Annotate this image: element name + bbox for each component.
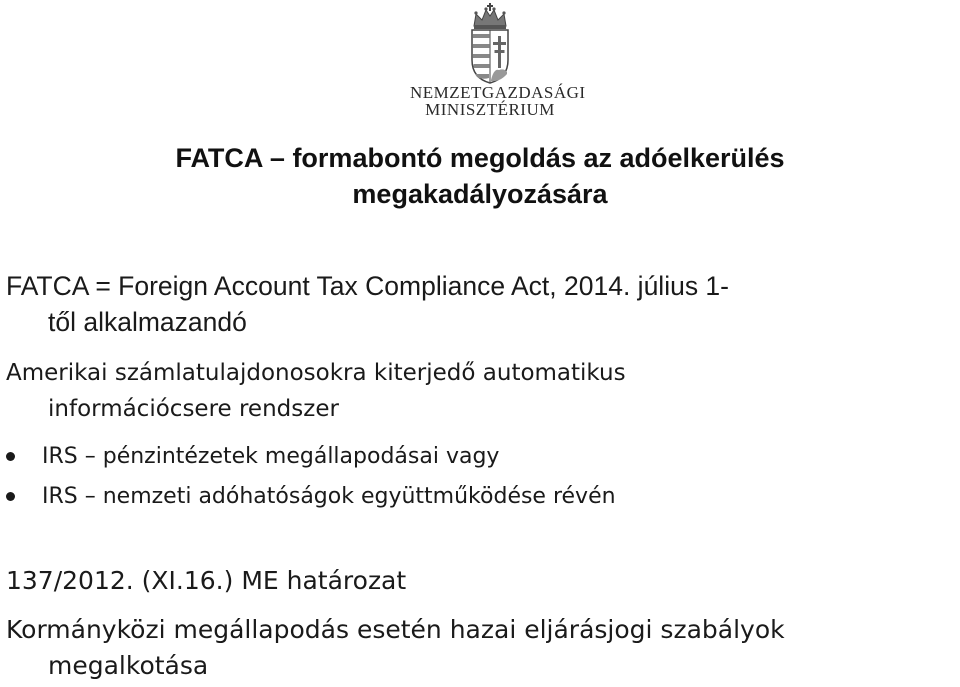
description-line-1: Amerikai számlatulajdonosokra kiterjedő automatikus [6, 360, 626, 386]
description-line-2: információcsere rendszer [48, 396, 339, 422]
description-paragraph [6, 355, 626, 427]
title-line-1: FATCA – formabontó megoldás az adóelkerülés [175, 143, 785, 173]
bullet-text: IRS – nemzeti adóhatóságok együttműködése révén [42, 484, 616, 509]
slide-title [0, 140, 960, 212]
bullet-list [6, 437, 616, 517]
title-line-2: megakadályozására [352, 179, 608, 209]
fatca-definition-line-1: FATCA = Foreign Account Tax Compliance Act, 2014. július 1- [6, 271, 729, 301]
coat-of-arms-icon [468, 2, 512, 84]
intergovernmental-line-2: megalkotása [48, 651, 209, 680]
bullet-text: IRS – pénzintézetek megállapodásai vagy [42, 444, 500, 469]
intergovernmental-line-1: Kormányközi megállapodás esetén hazai eljárásjogi szabályok [6, 615, 785, 644]
ministry-logo [410, 2, 586, 124]
ministry-name-line-1: NEMZETGAZDASÁGI [410, 83, 586, 102]
fatca-definition-line-2: től alkalmazandó [48, 307, 247, 337]
list-item [6, 437, 616, 477]
ministry-name-line-2: MINISZTÉRIUM [425, 100, 555, 119]
bullet-icon [6, 492, 15, 501]
intergovernmental-paragraph [6, 612, 785, 684]
fatca-definition [6, 268, 729, 340]
bullet-icon [6, 452, 15, 461]
list-item [6, 477, 616, 517]
resolution-reference: 137/2012. (XI.16.) ME határozat [6, 566, 407, 595]
